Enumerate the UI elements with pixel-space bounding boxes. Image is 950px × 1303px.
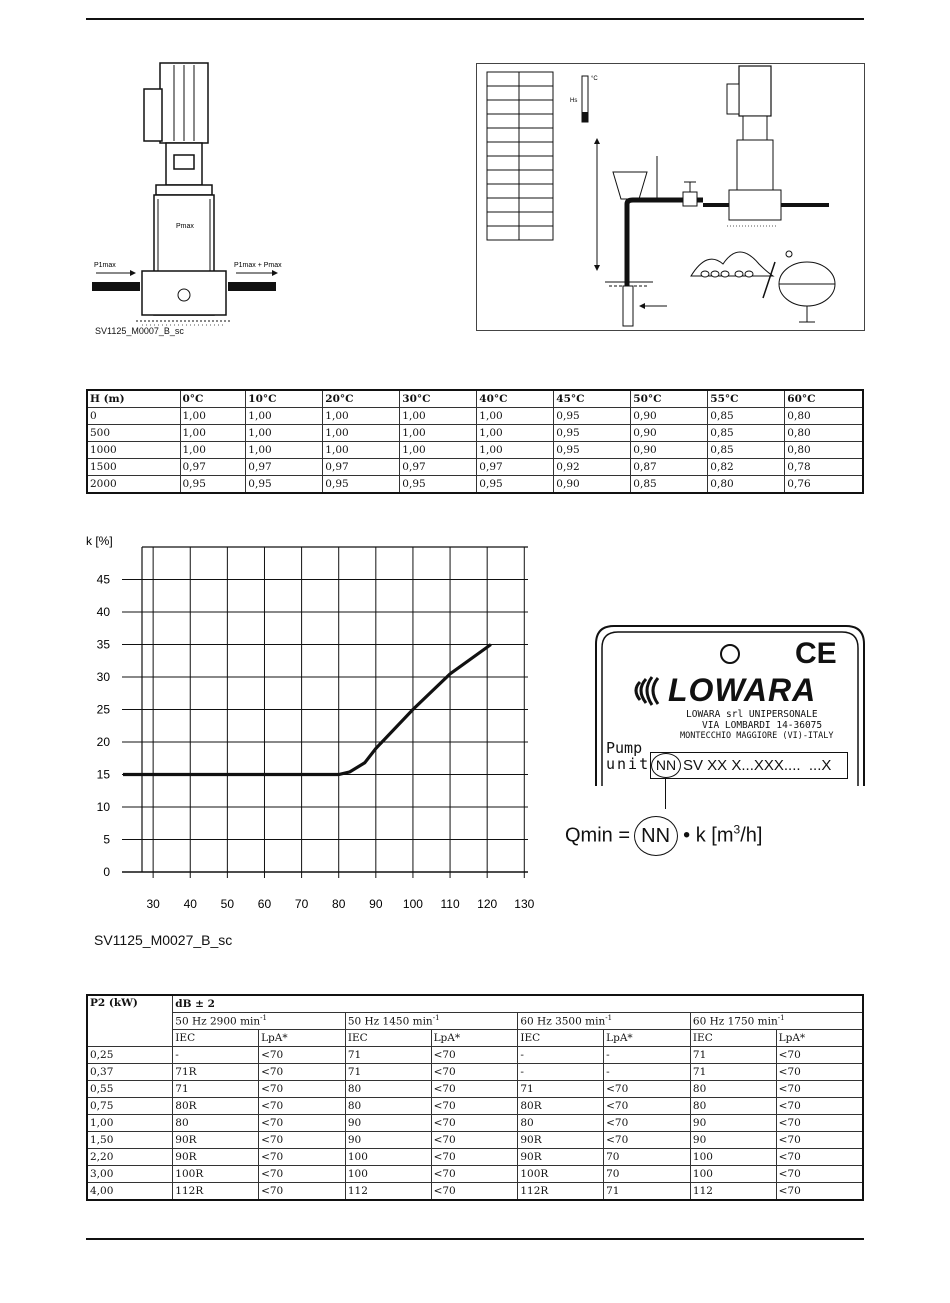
table-row — [87, 1149, 863, 1166]
table-cell: <70 — [259, 1047, 346, 1064]
formula-rhs-prefix: • k [m — [683, 824, 734, 847]
table-cell: 1,00 — [400, 442, 477, 459]
table-cell: 1,00 — [323, 442, 400, 459]
table-cell: 0,95 — [180, 476, 246, 494]
table-cell: <70 — [431, 1183, 518, 1201]
x-tick-label: 70 — [294, 897, 309, 911]
table-cell: 90R — [173, 1132, 259, 1149]
power-cell: 4,00 — [87, 1183, 173, 1201]
pump-label: Pump — [606, 739, 643, 757]
y-tick-label: 15 — [96, 767, 110, 782]
y-tick-label: 20 — [96, 735, 110, 749]
table-row — [87, 1098, 863, 1115]
table-cell: 80R — [518, 1098, 604, 1115]
header-cell: 40°C — [477, 390, 554, 408]
plate-line-3: MONTECCHIO MAGGIORE (VI)-ITALY — [680, 731, 834, 741]
table-cell: 0,97 — [180, 459, 246, 476]
table-cell: 100 — [690, 1149, 776, 1166]
table-cell: <70 — [259, 1166, 346, 1183]
y-tick-label: 30 — [96, 670, 110, 684]
table-cell: 1,00 — [400, 425, 477, 442]
x-tick-label: 120 — [477, 897, 498, 911]
header-cell: 55°C — [708, 390, 785, 408]
table-cell: 70 — [604, 1149, 691, 1166]
table-cell: 80 — [690, 1081, 776, 1098]
installation-figure-frame — [476, 63, 865, 331]
x-tick-label: 60 — [257, 897, 272, 911]
table-cell: 0,97 — [400, 459, 477, 476]
table-cell: 70 — [604, 1166, 691, 1183]
table-cell: 0,80 — [785, 442, 863, 459]
x-tick-label: 130 — [514, 897, 535, 911]
table-cell: <70 — [604, 1132, 691, 1149]
table-cell: 1,00 — [180, 425, 246, 442]
ce-mark: CE — [795, 637, 837, 670]
power-cell: 0,25 — [87, 1047, 173, 1064]
table-cell: 1,00 — [323, 408, 400, 425]
table-cell: <70 — [604, 1098, 691, 1115]
freq-header: 60 Hz 1750 $\min^{-1}$ — [690, 1013, 863, 1030]
table-cell: <70 — [431, 1149, 518, 1166]
y-tick-label: 10 — [96, 800, 110, 814]
table-row — [87, 442, 863, 459]
table-cell: <70 — [431, 1132, 518, 1149]
formula-nn-circle: NN — [634, 816, 678, 856]
table-cell: - — [518, 1064, 604, 1081]
table-cell: 71R — [173, 1064, 259, 1081]
table-row — [87, 1064, 863, 1081]
header-cell: 10°C — [246, 390, 323, 408]
noise-level-table — [86, 994, 864, 1201]
table-cell: 112 — [690, 1183, 776, 1201]
table-cell: 0,95 — [246, 476, 323, 494]
table-cell: <70 — [431, 1098, 518, 1115]
y-tick-label: 40 — [96, 605, 110, 619]
table-cell: <70 — [776, 1064, 863, 1081]
freq-header: 50 Hz 1450 $\min^{-1}$ — [345, 1013, 518, 1030]
table-row — [87, 1132, 863, 1149]
table-row — [87, 459, 863, 476]
table-cell: 90 — [345, 1115, 431, 1132]
table-cell: 500 — [87, 425, 180, 442]
table-cell: 1,00 — [477, 425, 554, 442]
inlet-pipe — [92, 282, 140, 291]
table-cell: 0,95 — [323, 476, 400, 494]
table-cell: <70 — [259, 1183, 346, 1201]
p1max-label: P1max — [94, 262, 116, 269]
table-row — [87, 1081, 863, 1098]
table-cell: 80R — [173, 1098, 259, 1115]
power-cell: 0,37 — [87, 1064, 173, 1081]
table-cell: 0,85 — [708, 408, 785, 425]
table-cell: 1,00 — [246, 442, 323, 459]
table-cell: 0,80 — [785, 425, 863, 442]
table-cell: 2000 — [87, 476, 180, 494]
table-cell: 80 — [690, 1098, 776, 1115]
power-cell: 1,50 — [87, 1132, 173, 1149]
table-cell: 100R — [173, 1166, 259, 1183]
table-cell: 0,87 — [631, 459, 708, 476]
table-cell: 71 — [690, 1047, 776, 1064]
table-cell: 0,80 — [708, 476, 785, 494]
table-cell: <70 — [776, 1098, 863, 1115]
table-cell: 71 — [345, 1064, 431, 1081]
pmax-label: Pmax — [176, 223, 194, 230]
temp-label: °C — [591, 76, 598, 82]
table-cell: 1,00 — [180, 442, 246, 459]
table-cell: 112R — [173, 1183, 259, 1201]
nn-circle: NN — [651, 753, 681, 778]
table-cell: <70 — [776, 1132, 863, 1149]
table-cell: 90R — [173, 1149, 259, 1166]
table-cell: 1,00 — [477, 408, 554, 425]
table-cell: 71 — [604, 1183, 691, 1201]
table-row — [87, 1115, 863, 1132]
plate-line-2: VIA LOMBARDI 14-36075 — [702, 720, 823, 731]
x-tick-label: 50 — [220, 897, 235, 911]
table-cell: <70 — [604, 1115, 691, 1132]
table-cell: 100 — [345, 1166, 431, 1183]
table-cell: 0,95 — [400, 476, 477, 494]
table-cell: <70 — [776, 1081, 863, 1098]
chart-caption: SV1125_M0027_B_sc — [94, 932, 233, 948]
table-cell: - — [173, 1047, 259, 1064]
header-cell: H (m) — [87, 390, 180, 408]
connector-line — [665, 779, 666, 809]
table-cell: 71 — [690, 1064, 776, 1081]
table-cell: <70 — [604, 1081, 691, 1098]
table-cell: 0,85 — [708, 425, 785, 442]
table-cell: 0,97 — [323, 459, 400, 476]
hs-label: Hs — [570, 98, 578, 104]
table-cell: 0,95 — [554, 408, 631, 425]
table-cell: <70 — [431, 1081, 518, 1098]
table-cell: 1,00 — [400, 408, 477, 425]
table-cell: 1,00 — [323, 425, 400, 442]
table-cell: 0 — [87, 408, 180, 425]
table-cell: 0,95 — [554, 425, 631, 442]
table-cell: <70 — [259, 1132, 346, 1149]
x-tick-label: 110 — [440, 897, 460, 911]
header-cell: 20°C — [323, 390, 400, 408]
table-cell: 0,90 — [554, 476, 631, 494]
table-cell: 0,97 — [246, 459, 323, 476]
table-cell: <70 — [259, 1081, 346, 1098]
y-tick-label: 5 — [103, 832, 110, 847]
sub-header: IEC — [345, 1030, 431, 1047]
table-cell: 112 — [345, 1183, 431, 1201]
table-cell: 0,90 — [631, 425, 708, 442]
chart-grid — [122, 547, 528, 878]
table-cell: <70 — [776, 1149, 863, 1166]
table-cell: 0,78 — [785, 459, 863, 476]
table-cell: 0,80 — [785, 408, 863, 425]
table-cell: 90 — [345, 1132, 431, 1149]
table-cell: <70 — [776, 1115, 863, 1132]
table-cell: - — [518, 1047, 604, 1064]
table-cell: 1,00 — [246, 425, 323, 442]
table-cell: 1,00 — [477, 442, 554, 459]
table-row — [87, 1183, 863, 1201]
y-tick-label: 0 — [103, 865, 110, 879]
table-cell: <70 — [776, 1047, 863, 1064]
sub-header: IEC — [173, 1030, 259, 1047]
table-cell: 90R — [518, 1149, 604, 1166]
table-cell: 100 — [345, 1149, 431, 1166]
freq-header: 50 Hz 2900 $\min^{-1}$ — [173, 1013, 346, 1030]
outlet-pipe — [228, 282, 276, 291]
table-cell: <70 — [431, 1047, 518, 1064]
top-rule — [86, 18, 864, 20]
k-percent-chart — [80, 530, 550, 920]
unit-label: unit — [606, 755, 651, 773]
table-row — [87, 476, 863, 494]
power-cell: 0,55 — [87, 1081, 173, 1098]
table-cell: 0,85 — [708, 442, 785, 459]
table-row — [87, 425, 863, 442]
sum-pressure-label: P1max + Pmax — [234, 262, 282, 269]
sub-header: LpA* — [259, 1030, 346, 1047]
reference-grid — [487, 72, 553, 240]
table-cell: <70 — [259, 1115, 346, 1132]
header-cell: 60°C — [785, 390, 863, 408]
sub-header-row — [87, 1030, 863, 1047]
p2-header: P2 (kW) — [87, 995, 173, 1047]
y-tick-label: 35 — [96, 637, 110, 652]
plate-line-1: LOWARA srl UNIPERSONALE — [686, 709, 818, 720]
figure1-caption: SV1125_M0007_B_sc — [95, 326, 184, 336]
table-cell: <70 — [431, 1166, 518, 1183]
power-cell: 0,75 — [87, 1098, 173, 1115]
power-cell: 2,20 — [87, 1149, 173, 1166]
sub-header: IEC — [518, 1030, 604, 1047]
model-code: SV XX X...XXX.... ...X — [683, 757, 832, 774]
table-cell: 1,00 — [180, 408, 246, 425]
y-tick-label: 25 — [96, 702, 110, 717]
table-cell: <70 — [259, 1098, 346, 1115]
table-cell: 80 — [173, 1115, 259, 1132]
table-cell: 71 — [518, 1081, 604, 1098]
x-tick-label: 40 — [183, 897, 197, 911]
table-cell: 0,85 — [631, 476, 708, 494]
lowara-logo-icon — [636, 677, 658, 705]
pump-motor — [739, 66, 771, 116]
frequency-header-row — [87, 1013, 863, 1030]
table-cell: 1000 — [87, 442, 180, 459]
x-tick-label: 30 — [146, 897, 160, 911]
sub-header: LpA* — [604, 1030, 691, 1047]
table-cell: <70 — [431, 1115, 518, 1132]
table-cell: 1,00 — [246, 408, 323, 425]
table-cell: <70 — [431, 1064, 518, 1081]
table-cell: - — [604, 1064, 691, 1081]
table-cell: 1500 — [87, 459, 180, 476]
pump-pressure-figure — [86, 55, 286, 345]
table-cell: 80 — [518, 1115, 604, 1132]
noise-table-body — [87, 1047, 863, 1201]
table-cell: - — [604, 1047, 691, 1064]
table-row — [87, 1047, 863, 1064]
header-cell: 50°C — [631, 390, 708, 408]
freq-header: 60 Hz 3500 $\min^{-1}$ — [518, 1013, 691, 1030]
table-cell: 90R — [518, 1132, 604, 1149]
formula-rhs-suffix: /h] — [740, 824, 763, 847]
table-cell: 0,90 — [631, 442, 708, 459]
table-cell: 0,82 — [708, 459, 785, 476]
y-axis-label: k [%] — [86, 534, 113, 548]
formula-lhs: Qmin = — [565, 824, 631, 847]
header-cell: 45°C — [554, 390, 631, 408]
x-tick-label: 90 — [369, 897, 383, 911]
table-cell: 0,90 — [631, 408, 708, 425]
table-row — [87, 408, 863, 425]
installation-figure — [477, 64, 864, 330]
sub-header: IEC — [690, 1030, 776, 1047]
db-header: dB ± 2 — [173, 995, 863, 1013]
mounting-hole-icon — [721, 645, 739, 663]
table-cell: 0,76 — [785, 476, 863, 494]
table-cell: 80 — [345, 1081, 431, 1098]
qmin-formula — [565, 816, 762, 856]
table-cell: 90 — [690, 1132, 776, 1149]
table-cell: <70 — [776, 1166, 863, 1183]
table-header-row — [87, 390, 863, 408]
altitude-temperature-table — [86, 389, 864, 494]
terminal-box — [144, 89, 162, 141]
header-cell: 0°C — [180, 390, 246, 408]
table-cell: 100R — [518, 1166, 604, 1183]
sub-header: LpA* — [431, 1030, 518, 1047]
table-cell: <70 — [776, 1183, 863, 1201]
power-cell: 3,00 — [87, 1166, 173, 1183]
sub-header: LpA* — [776, 1030, 863, 1047]
table-cell: <70 — [259, 1064, 346, 1081]
table-header-row — [87, 995, 863, 1013]
table-cell: 80 — [345, 1098, 431, 1115]
table-cell: 0,95 — [477, 476, 554, 494]
table-cell: 0,92 — [554, 459, 631, 476]
table-cell: 100 — [690, 1166, 776, 1183]
table-cell: 112R — [518, 1183, 604, 1201]
table-cell: 90 — [690, 1115, 776, 1132]
table-cell: 0,95 — [554, 442, 631, 459]
table-row — [87, 1166, 863, 1183]
table-cell: 71 — [345, 1047, 431, 1064]
power-cell: 1,00 — [87, 1115, 173, 1132]
y-tick-label: 45 — [96, 572, 110, 587]
formula-sup: 3 — [733, 822, 741, 837]
x-tick-label: 100 — [402, 897, 423, 911]
table-cell: 71 — [173, 1081, 259, 1098]
table-cell: 0,97 — [477, 459, 554, 476]
table-cell: <70 — [259, 1149, 346, 1166]
brand-name: LOWARA — [668, 672, 817, 708]
bottom-rule — [86, 1238, 864, 1240]
header-cell: 30°C — [400, 390, 477, 408]
x-tick-label: 80 — [332, 897, 346, 911]
